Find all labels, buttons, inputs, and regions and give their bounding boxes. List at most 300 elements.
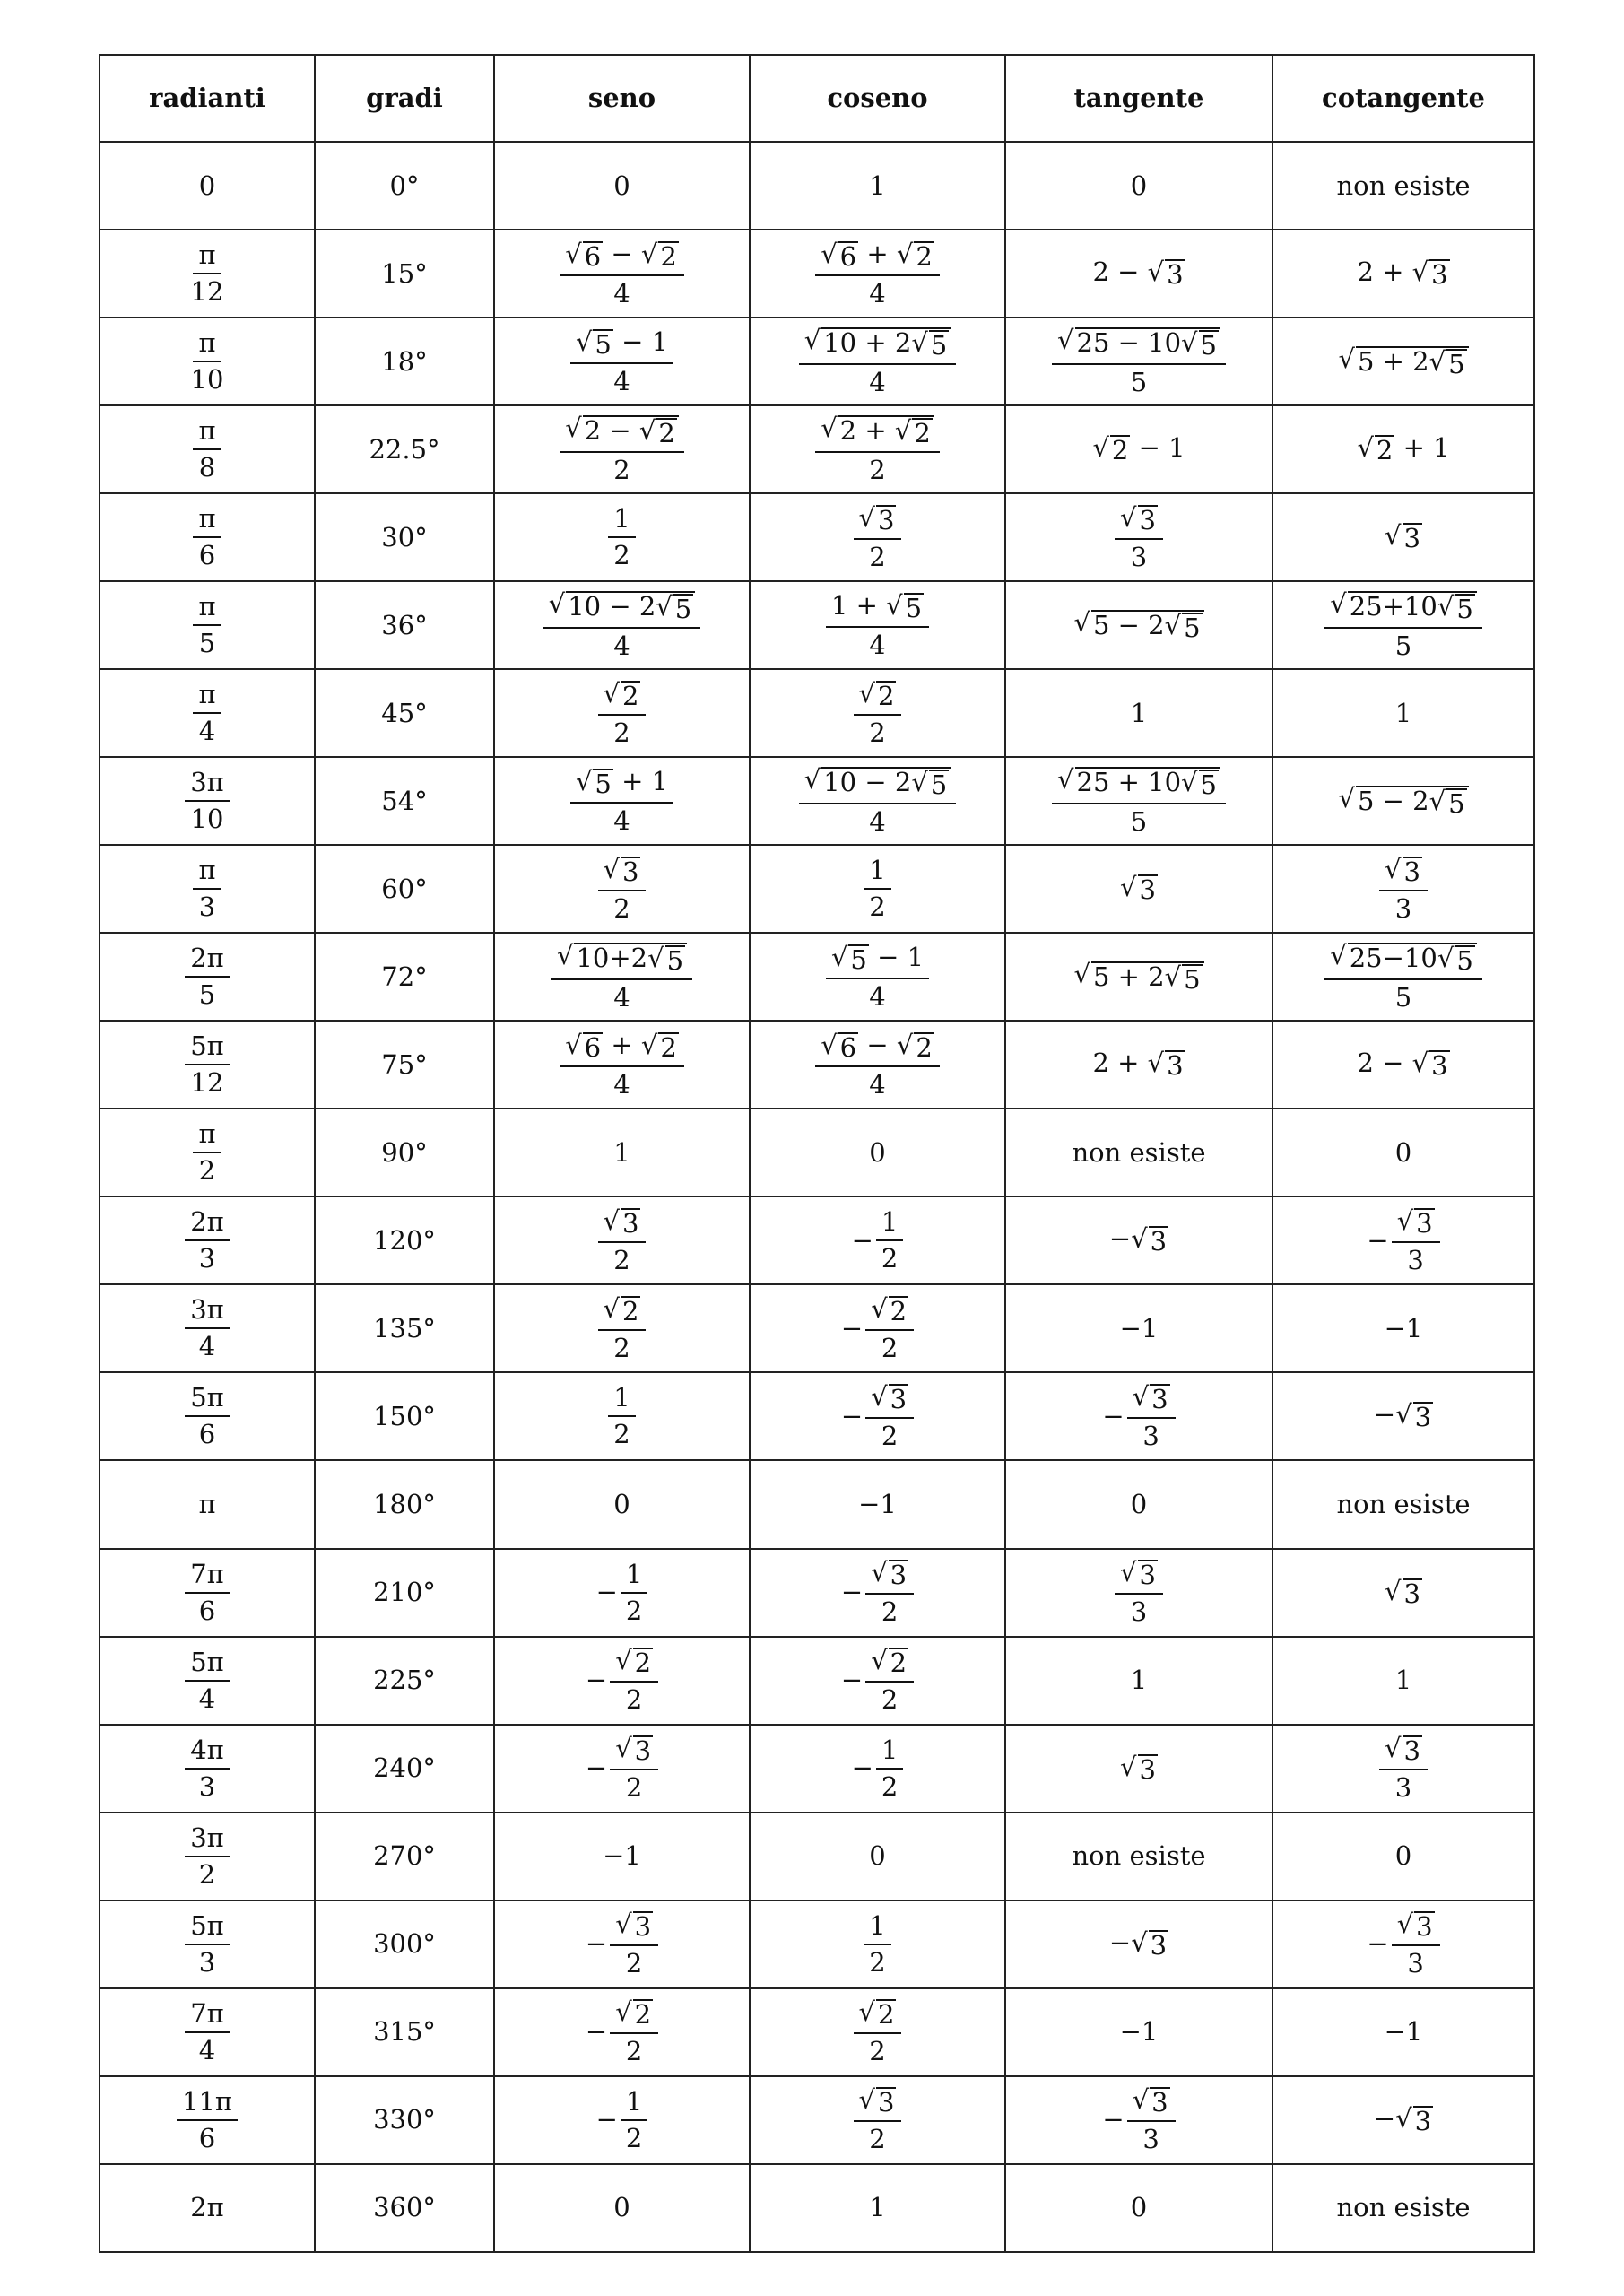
math-expr <box>1385 853 1422 887</box>
math-expr <box>389 170 420 201</box>
math-expr <box>878 681 894 711</box>
math-cell <box>1072 1840 1206 1872</box>
sqrt-symbol: √ <box>1120 1557 1137 1588</box>
sqrt <box>1338 343 1468 379</box>
sqrt <box>1131 1926 1168 1961</box>
cell-cotangente <box>1272 142 1534 230</box>
cell-seno <box>494 1900 750 1988</box>
minus-sign: − <box>851 1752 873 1784</box>
math-cell <box>193 415 221 483</box>
cell-tangente <box>1005 1109 1272 1196</box>
math-text: 5 + 2 <box>1092 961 1165 992</box>
math-text: 2 <box>634 1999 652 2031</box>
numerator <box>865 1557 914 1595</box>
math-expr <box>869 1136 886 1168</box>
math-text: 5 <box>850 944 867 975</box>
denominator <box>186 802 230 835</box>
math-expr <box>576 943 685 977</box>
fraction <box>186 239 230 308</box>
math-text: 5 <box>905 592 923 623</box>
math-text: 2 <box>613 540 630 571</box>
math-text: 3 <box>1414 2105 1432 2136</box>
math-text: 2π <box>190 943 224 974</box>
fraction <box>185 1909 230 1978</box>
math-text: 3 <box>1130 1596 1148 1628</box>
math-expr <box>1140 874 1156 905</box>
fraction <box>560 238 684 309</box>
math-expr <box>190 1822 224 1853</box>
sqrt-radicand <box>1348 591 1477 625</box>
math-text: 2 + <box>1357 257 1412 288</box>
cell-seno <box>494 1196 750 1284</box>
math-expr <box>869 2192 886 2223</box>
math-text: 1 <box>625 1558 643 1589</box>
math-text: 5π <box>190 1646 224 1677</box>
math-cell <box>586 1911 658 1977</box>
sqrt-radicand <box>1138 874 1158 906</box>
math-expr <box>1395 893 1411 924</box>
cell-cotangente <box>1272 2076 1534 2164</box>
cell-cotangente <box>1272 1284 1534 1372</box>
math-expr <box>548 588 696 625</box>
math-cell <box>1120 872 1158 906</box>
cell-radianti <box>100 669 315 757</box>
math-text: 1 <box>1394 697 1412 728</box>
math-text: 30° <box>381 521 428 552</box>
math-expr <box>613 170 630 201</box>
sqrt <box>1132 2084 1170 2118</box>
math-text: 0 <box>1394 1840 1412 1872</box>
numerator <box>560 238 684 276</box>
denominator <box>1125 540 1152 570</box>
sqrt-radicand <box>1403 523 1422 552</box>
sqrt-radicand <box>633 1999 653 2031</box>
numerator <box>826 589 929 628</box>
math-text: 5 <box>1184 963 1201 995</box>
math-text: π <box>198 855 216 886</box>
sqrt-radicand <box>1446 788 1466 817</box>
denominator <box>864 1067 890 1098</box>
sqrt-radicand <box>1138 1754 1158 1783</box>
table-row <box>100 1988 1534 2076</box>
denominator <box>621 2121 647 2152</box>
sqrt <box>1385 1575 1422 1609</box>
denominator <box>194 1857 221 1888</box>
sqrt-symbol: √ <box>1437 591 1455 622</box>
math-text: 2 <box>881 1420 899 1451</box>
sqrt-radicand <box>912 418 932 447</box>
math-cell <box>1120 1751 1158 1785</box>
math-text: 3 <box>1142 2124 1159 2155</box>
fraction <box>177 2085 238 2153</box>
fraction <box>185 1294 230 1362</box>
math-text: 3 <box>1130 541 1148 572</box>
math-text: 210° <box>373 1577 436 1608</box>
math-expr <box>198 1488 216 1519</box>
cell-seno <box>494 2076 750 2164</box>
table-row <box>100 1284 1534 1372</box>
math-expr <box>622 1208 638 1239</box>
sqrt <box>804 327 951 359</box>
sqrt-symbol: √ <box>894 415 912 447</box>
sqrt-radicand <box>665 945 685 977</box>
cell-cotangente <box>1272 757 1534 845</box>
math-text: 0 <box>1130 1488 1148 1519</box>
table-row <box>100 2076 1534 2164</box>
math-text: 3 <box>1403 1735 1420 1767</box>
sqrt <box>1120 1557 1158 1591</box>
sqrt <box>1437 943 1475 977</box>
sqrt <box>1429 785 1467 819</box>
cell-tangente <box>1005 933 1272 1021</box>
math-text: 90° <box>381 1136 428 1168</box>
math-expr <box>198 327 215 358</box>
denominator <box>1390 1770 1417 1804</box>
cell-coseno <box>750 669 1005 757</box>
sqrt <box>1395 2102 1433 2136</box>
cell-radianti <box>100 405 315 493</box>
fraction <box>815 1029 940 1100</box>
math-expr <box>1130 1665 1148 1696</box>
cell-coseno <box>750 2076 1005 2164</box>
numerator <box>1379 853 1428 891</box>
math-expr <box>931 330 947 361</box>
sqrt <box>858 2084 897 2118</box>
math-expr <box>831 590 924 621</box>
math-text: 5 <box>1456 945 1473 977</box>
math-cell <box>826 941 929 1012</box>
sqrt <box>615 1645 653 1679</box>
denominator <box>608 980 635 1011</box>
math-cell <box>1373 1399 1433 1433</box>
cell-seno <box>494 2164 750 2252</box>
math-cell <box>381 697 428 728</box>
cell-tangente <box>1005 1813 1272 1900</box>
cell-seno <box>494 1021 750 1109</box>
math-expr <box>1120 502 1158 533</box>
math-text: 3 <box>198 1243 216 1274</box>
numerator <box>1052 327 1226 365</box>
math-expr <box>1395 982 1411 1013</box>
sqrt-symbol: √ <box>1385 1575 1402 1606</box>
math-expr <box>626 1596 642 1626</box>
minus-sign: − <box>851 1224 873 1256</box>
math-expr <box>199 452 215 483</box>
numerator <box>1392 1911 1440 1946</box>
math-cell <box>799 764 957 838</box>
cell-tangente <box>1005 1372 1272 1460</box>
numerator <box>185 767 230 802</box>
cell-gradi <box>315 581 494 669</box>
cell-seno <box>494 1109 750 1196</box>
sqrt-symbol: √ <box>1147 1048 1165 1079</box>
math-text: 2 <box>878 1999 895 2031</box>
math-text: 3 <box>634 1735 652 1767</box>
sqrt-symbol: √ <box>640 1029 658 1060</box>
sqrt <box>1396 1909 1435 1943</box>
math-expr <box>1108 1926 1168 1961</box>
math-text: 3 <box>1414 1402 1432 1433</box>
cell-radianti <box>100 1460 315 1548</box>
sqrt-radicand <box>1149 1930 1168 1959</box>
cell-cotangente <box>1272 317 1534 405</box>
numerator <box>1324 940 1482 980</box>
sqrt-radicand <box>673 594 693 625</box>
math-expr <box>381 345 428 377</box>
fraction <box>185 1734 230 1802</box>
math-expr <box>1151 1384 1168 1414</box>
math-expr <box>191 276 224 307</box>
math-expr <box>635 1911 651 1942</box>
math-text: −1 <box>1384 2016 1423 2048</box>
math-expr <box>198 415 215 446</box>
sqrt-symbol: √ <box>1131 1926 1148 1958</box>
math-text: 6 <box>198 540 216 571</box>
fraction <box>185 1382 230 1450</box>
math-expr <box>199 1419 215 1449</box>
math-text: + 1 <box>612 765 669 796</box>
sqrt-radicand <box>621 857 640 885</box>
denominator <box>1390 629 1417 662</box>
cell-radianti <box>100 230 315 317</box>
math-text: 2π <box>190 2192 224 2223</box>
math-expr <box>869 855 885 885</box>
math-text: 4 <box>869 367 886 398</box>
sqrt <box>575 765 613 799</box>
fraction <box>610 1645 658 1716</box>
sqrt <box>1164 609 1203 643</box>
math-expr <box>626 1684 642 1715</box>
math-expr <box>869 1069 885 1100</box>
math-expr <box>199 2123 215 2153</box>
denominator <box>194 714 221 747</box>
cell-coseno <box>750 1637 1005 1725</box>
cell-radianti <box>100 933 315 1021</box>
math-text: 2 <box>869 2036 886 2067</box>
table-row <box>100 845 1534 933</box>
denominator <box>864 804 890 838</box>
sqrt-symbol: √ <box>1164 961 1182 992</box>
cell-radianti <box>100 1725 315 1813</box>
math-cell <box>869 1840 886 1872</box>
math-expr <box>626 1948 642 1979</box>
cell-radianti <box>100 493 315 581</box>
minus-sign: − <box>585 1752 608 1784</box>
math-cell <box>198 170 216 201</box>
math-text: 10 − 2 <box>823 767 912 798</box>
math-expr <box>199 716 215 746</box>
cell-seno <box>494 230 750 317</box>
cell-seno <box>494 1988 750 2076</box>
denominator <box>608 1331 635 1361</box>
math-expr <box>373 1312 436 1344</box>
math-expr <box>869 1910 885 1941</box>
math-text: 4 <box>613 365 630 396</box>
math-expr <box>613 631 630 661</box>
math-expr <box>1357 257 1449 291</box>
fraction <box>185 1646 230 1714</box>
math-expr <box>1415 2106 1431 2136</box>
sqrt-symbol: √ <box>896 238 914 269</box>
math-text: 2 <box>916 1031 933 1063</box>
math-text: −1 <box>1384 1312 1423 1344</box>
math-cell <box>373 1488 436 1519</box>
math-expr <box>871 1293 908 1324</box>
fraction <box>865 1380 914 1451</box>
cell-tangente <box>1005 2076 1272 2164</box>
denominator <box>621 2034 647 2065</box>
math-expr <box>381 521 428 552</box>
math-expr <box>191 804 224 834</box>
math-text: 6 <box>839 1031 857 1063</box>
sqrt <box>1120 501 1158 535</box>
sqrt-radicand <box>1138 1560 1158 1591</box>
math-expr <box>565 1029 679 1063</box>
fraction <box>193 855 221 923</box>
header-seno: seno <box>494 55 750 142</box>
fraction <box>185 943 230 1011</box>
math-cell <box>603 1840 641 1872</box>
fraction <box>1324 588 1482 662</box>
sqrt-symbol: √ <box>1164 609 1182 640</box>
numerator <box>185 1646 230 1682</box>
math-expr <box>1057 764 1220 801</box>
math-expr <box>823 767 949 801</box>
math-expr <box>1404 1735 1420 1766</box>
cell-tangente <box>1005 2164 1272 2252</box>
math-expr <box>1201 770 1217 800</box>
sqrt <box>821 238 858 272</box>
sqrt <box>871 1292 908 1326</box>
math-cell <box>869 2192 886 2223</box>
cell-gradi <box>315 1109 494 1196</box>
math-text: 2 <box>198 1155 216 1187</box>
math-text: 1 <box>613 1382 630 1413</box>
numerator <box>815 415 940 453</box>
fraction <box>608 503 635 571</box>
minus-sign: − <box>840 1665 864 1696</box>
math-cell <box>381 961 428 992</box>
math-expr <box>1330 940 1477 977</box>
math-expr <box>869 542 885 572</box>
table-row <box>100 933 1534 1021</box>
math-text: π <box>198 591 216 622</box>
denominator <box>186 1065 230 1099</box>
sqrt-symbol: √ <box>1385 853 1402 884</box>
sqrt-radicand <box>904 593 924 622</box>
sqrt-symbol: √ <box>603 677 621 709</box>
math-cell <box>381 1136 428 1168</box>
sqrt-symbol: √ <box>647 943 664 974</box>
math-expr <box>660 241 676 272</box>
cell-cotangente <box>1272 2164 1534 2252</box>
math-expr <box>881 1684 898 1715</box>
math-text: 1 <box>1130 697 1148 728</box>
math-text: 360° <box>373 2192 436 2223</box>
math-expr <box>199 891 215 922</box>
numerator <box>185 945 230 978</box>
math-text: 3 <box>1403 856 1420 887</box>
math-text: 2 <box>916 240 933 272</box>
fraction <box>865 1292 914 1363</box>
math-expr <box>675 594 691 624</box>
math-text: 1 <box>869 170 886 201</box>
cell-radianti <box>100 1372 315 1460</box>
sqrt-symbol: √ <box>1338 782 1355 813</box>
math-text: 2π <box>190 1206 224 1238</box>
denominator <box>864 1945 890 1976</box>
numerator <box>193 857 221 890</box>
fraction <box>1115 501 1163 572</box>
sqrt-radicand <box>1403 1578 1422 1607</box>
math-text: 0 <box>1130 170 1148 201</box>
cell-cotangente <box>1272 230 1534 317</box>
math-expr <box>613 805 630 836</box>
sqrt <box>871 1645 908 1679</box>
math-text: 4 <box>869 1068 886 1100</box>
numerator <box>815 1029 940 1067</box>
denominator <box>1402 1946 1429 1977</box>
math-expr <box>1076 327 1219 361</box>
numerator <box>621 1558 647 1594</box>
math-expr <box>603 1840 641 1872</box>
math-expr <box>1394 697 1412 728</box>
math-cell <box>1073 958 1203 995</box>
sqrt-radicand <box>889 1648 908 1679</box>
sqrt-symbol: √ <box>1437 943 1455 974</box>
fraction <box>185 1031 230 1099</box>
sqrt-symbol: √ <box>565 238 582 269</box>
math-expr <box>1151 1226 1167 1257</box>
math-text: non esiste <box>1336 2192 1471 2223</box>
cell-tangente <box>1005 142 1272 230</box>
math-cell <box>1324 940 1482 1013</box>
math-expr <box>1076 767 1219 801</box>
denominator <box>621 1683 647 1716</box>
cell-radianti <box>100 845 315 933</box>
math-text: − 1 <box>612 326 669 357</box>
math-text: 5 <box>595 328 612 360</box>
math-expr <box>381 697 428 728</box>
math-expr <box>1092 1048 1185 1082</box>
sqrt-symbol: √ <box>640 238 658 269</box>
math-expr <box>871 1557 908 1591</box>
math-expr <box>1395 631 1411 661</box>
math-expr <box>1108 1223 1168 1257</box>
math-expr <box>1431 259 1447 290</box>
math-text: 2 <box>658 418 675 449</box>
math-text: 2 <box>914 418 931 449</box>
math-expr <box>1336 1488 1471 1519</box>
math-text: 3 <box>1403 1578 1420 1609</box>
cell-gradi <box>315 1021 494 1109</box>
math-text: 5 <box>1130 806 1148 838</box>
math-text: 2 <box>1376 435 1394 466</box>
math-expr <box>373 1928 436 1960</box>
fraction <box>193 503 221 571</box>
math-expr <box>1073 958 1203 995</box>
math-text: 180° <box>373 1488 436 1519</box>
math-text: 5 <box>930 770 948 801</box>
fraction <box>1127 2084 1176 2155</box>
cell-tangente <box>1005 581 1272 669</box>
sqrt <box>575 326 613 360</box>
math-expr <box>1140 1560 1156 1590</box>
sqrt-radicand <box>914 1032 934 1061</box>
math-cell <box>1367 1205 1439 1275</box>
math-text: 2 + <box>839 415 895 447</box>
math-text: + <box>603 1029 641 1060</box>
